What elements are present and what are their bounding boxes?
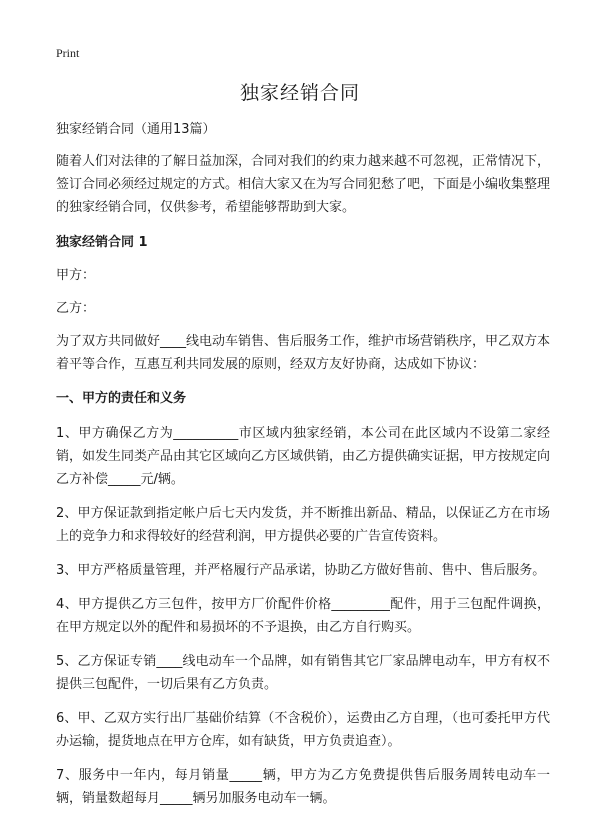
party-a-line: 甲方： [56,268,96,283]
clause-item: 6、甲、乙双方实行出厂基础价结算（不含税价），运费由乙方自理，（也可委托甲方代办运输，提货地点在甲方仓库，如有缺货，甲方负责追查）。 [56,711,550,749]
clause-item: 1、甲方确保乙方为__________市区域内独家经销，本公司在此区域内不设第二家经销，如发生同类产品由其它区域向乙方区域供销，由乙方提供确实证据，甲方按规定向乙方补偿_____元/辆。 [56,426,551,487]
clause-item: 7、服务中一年内，每月销量_____辆，甲方为乙方免费提供售后服务周转电动车一辆，销量数超每月_____辆另加服务电动车一辆。 [56,768,550,806]
party-b-line: 乙方： [56,301,96,316]
document-body [56,118,550,821]
section-heading: 一、甲方的责任和义务 [56,391,187,406]
intro-paragraph: 随着人们对法律的了解日益加深，合同对我们的约束力越来越不可忽视，正常情况下，签订合同必须经过规定的方式。相信大家又在为写合同犯愁了吧，下面是小编收集整理的独家经销合同，仅供参考，希望能够帮助到大家。 [56,154,551,215]
document-title: 独家经销合同 [239,82,360,104]
document-subtitle: 独家经销合同（通用13篇） [56,122,216,137]
clause-item: 3、甲方严格质量管理，并严格履行产品承诺，协助乙方做好售前、售中、售后服务。 [56,563,546,578]
contract-heading: 独家经销合同 1 [56,235,148,250]
clause-item: 5、乙方保证专销____线电动车一个品牌，如有销售其它厂家品牌电动车，甲方有权不提供三包配件，一切后果有乙方负责。 [56,654,550,692]
print-link[interactable]: Print [56,46,80,60]
preamble-paragraph: 为了双方共同做好____线电动车销售、售后服务工作，维护市场营销秩序，甲乙双方本着平等合作，互惠互利共同发展的原则，经双方友好协商，达成如下协议： [56,334,551,372]
clause-item: 2、甲方保证款到指定帐户后七天内发货，并不断推出新品、精品，以保证乙方在市场上的竞争力和求得较好的经营利润，甲方提供必要的广告宣传资料。 [56,506,550,544]
clause-item: 4、甲方提供乙方三包件，按甲方厂价配件价格_________配件，用于三包配件调换，在甲方规定以外的配件和易损坏的不予退换，由乙方自行购买。 [56,597,550,635]
